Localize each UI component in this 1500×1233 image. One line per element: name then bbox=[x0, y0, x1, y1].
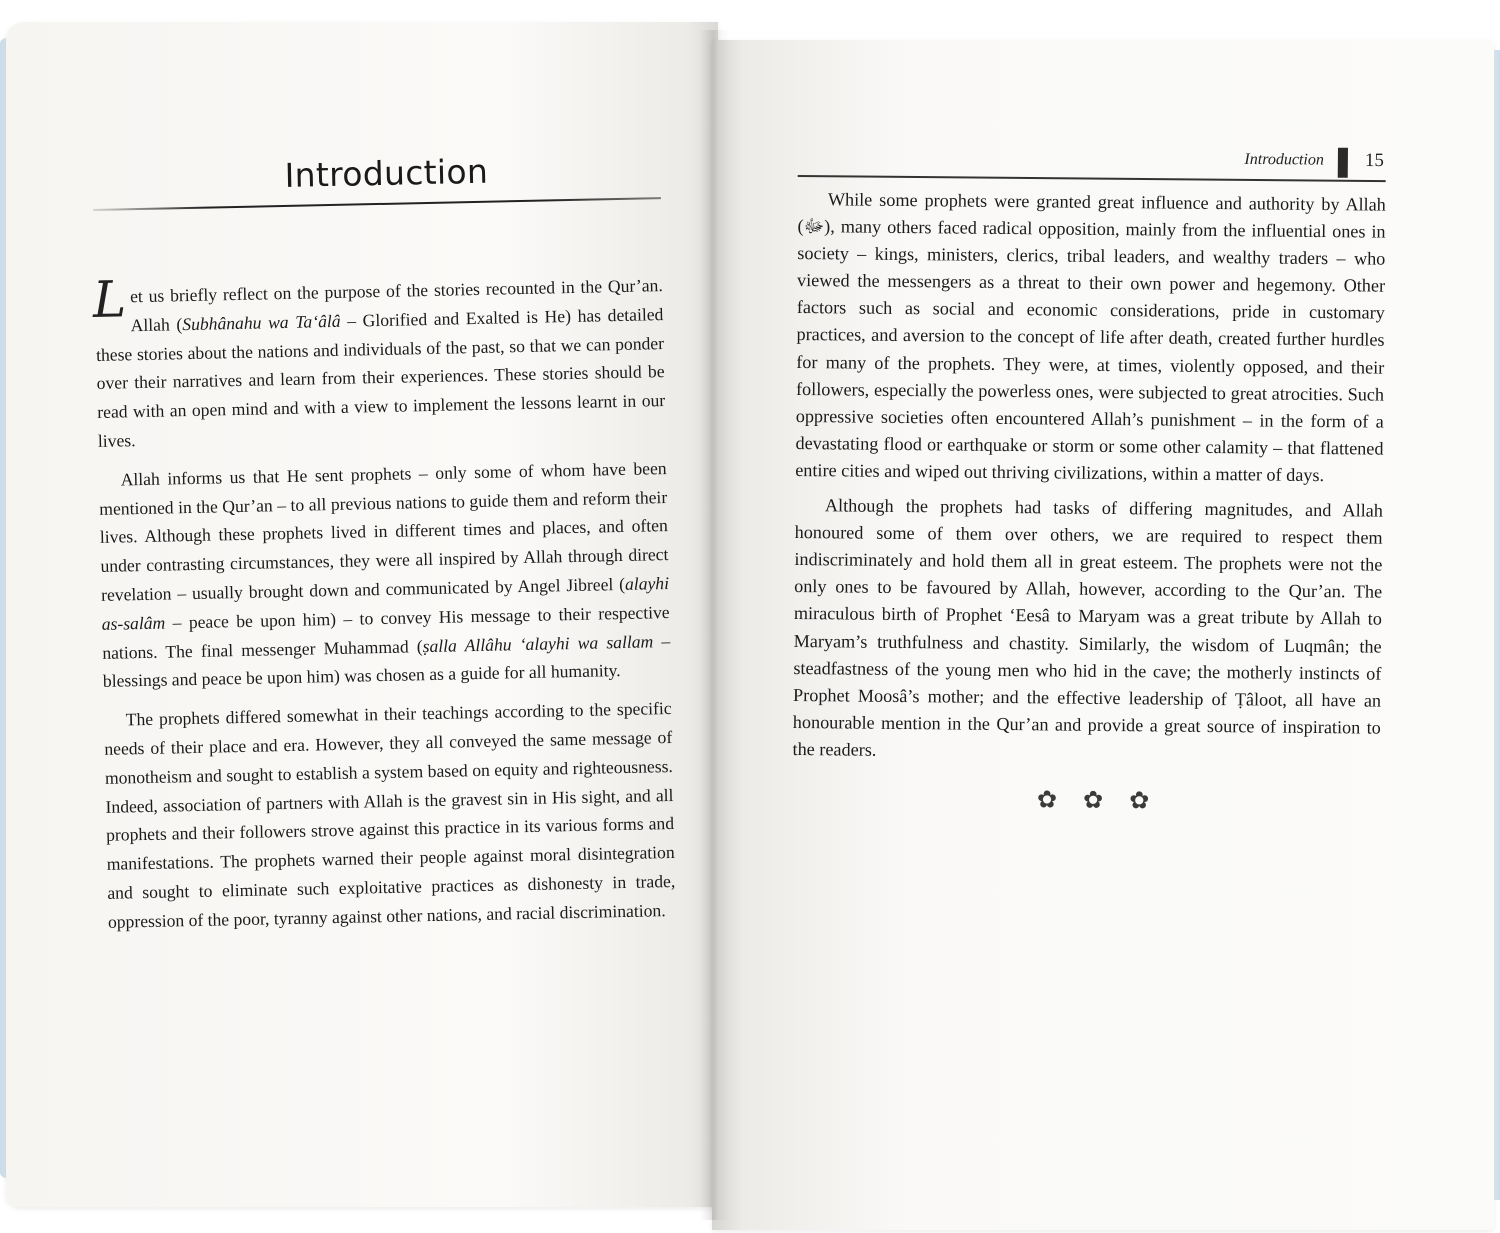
left-page-content bbox=[92, 148, 676, 946]
page-number: 15 bbox=[1364, 149, 1384, 172]
left-paragraph-3: The prophets differed somewhat in their teachings according to the specific needs of their place and era. However, they all conveyed the same message of monotheism and sought to establish a system based on equity and righteousness. Indeed, association of partners with Allah is the gravest sin in His sight, and all prophets and their followers strove against this practice in its various forms and manifestations. The prophets warned their people against moral disintegration and sought to eliminate such exploitative practices as dishonesty in trade, oppression of the poor, tyranny against other nations, and racial discrimination. bbox=[104, 698, 676, 932]
left-paragraph-1-italic: Subhânahu wa Ta‘âlâ bbox=[182, 310, 341, 334]
chapter-title: Introduction bbox=[284, 151, 489, 195]
running-head-marker bbox=[1338, 148, 1348, 178]
left-paragraph-1-rest: – Glorified and Exalted is He) has detailed these stories about the nations and individuals of the past, so that we can ponder over their narratives and learn from their experiences. These stories should be read with an open mind and with a view to implement the lessons learnt in our lives. bbox=[95, 303, 666, 451]
book-gutter bbox=[700, 30, 730, 1220]
left-paragraph-1 bbox=[92, 270, 666, 456]
section-ornaments bbox=[792, 783, 1380, 818]
running-head-title: Introduction bbox=[1244, 150, 1324, 169]
left-paragraph-2-italic2: ṣalla Allâhu ‘alayhi wa sallam bbox=[422, 630, 654, 656]
running-head bbox=[798, 143, 1386, 182]
title-rule bbox=[93, 197, 661, 211]
left-paragraph-2-part1: Allah informs us that He sent prophets – only some of whom have been mentioned in the Qur’an – to all previous nations to guide them and reform their lives. Although these prophets lived in different times and places, and often under contrasting circumstances, they were all inspired by Allah through direct revelation – usually brought down and communicated by Angel Jibreel ( bbox=[99, 457, 669, 605]
drop-cap: L bbox=[92, 270, 127, 330]
floral-ornament-icon: ✿ bbox=[1129, 788, 1160, 815]
left-paragraph-2 bbox=[98, 454, 671, 696]
floral-ornament-icon: ✿ bbox=[1036, 787, 1068, 814]
left-paragraph-2-part3: – blessings and peace be upon him) was chosen as a guide for all humanity. bbox=[102, 630, 671, 692]
right-paragraph-1: While some prophets were granted great influence and authority by Allah (ﷻ), many others faced radical opposition, mainly from the influential ones in society – kings, ministers, clerics, tribal leaders, and wealthy traders – who viewed the messengers as a threat to their own power and hegemony. Other factors such as social and economic considerations, pride in customary practices, and aversion to the concept of life after death, created further hurdles for many of the prophets. They were, at times, violently opposed, and their followers, especially the powerless ones, were subjected to great atrocities. Such oppressive societies often encountered Allah’s punishment – in the form of a devastating flood or earthquake or storm or some other calamity – that flattened entire cities and wiped out thriving civilizations, within a matter of days. bbox=[795, 189, 1386, 486]
right-paragraph-2: Although the prophets had tasks of differing magnitudes, and Allah honoured some of them over others, we are required to respect them indiscriminately and hold them all in great esteem. The prophets were not the only ones to be favoured by Allah, however, according to the Qur’an. The miraculous birth of Prophet ‘Eesâ to Maryam was a great tribute by Allah to Maryam’s truthfulness and chastity. Similarly, the wisdom of Luqmân; the steadfastness of the young men who hid in the cave; the motherly instincts of Prophet Moosâ’s mother; and the effective leadership of Ṭâloot, all have an honourable mention in the Qur’an and provide a great source of inspiration to the readers. bbox=[792, 495, 1384, 760]
right-page-content bbox=[792, 186, 1386, 818]
left-paragraph-2-italic1: alayhi as-salâm bbox=[101, 572, 670, 634]
left-paragraph-1-text: et us briefly reflect on the purpose of the stories recounted in the Qur’an. Allah ( bbox=[129, 275, 663, 336]
left-paragraph-2-part2: – peace be upon him) – to convey His message to their respective nations. The final messenger Muhammad ( bbox=[102, 601, 670, 663]
floral-ornament-icon: ✿ bbox=[1082, 787, 1114, 815]
